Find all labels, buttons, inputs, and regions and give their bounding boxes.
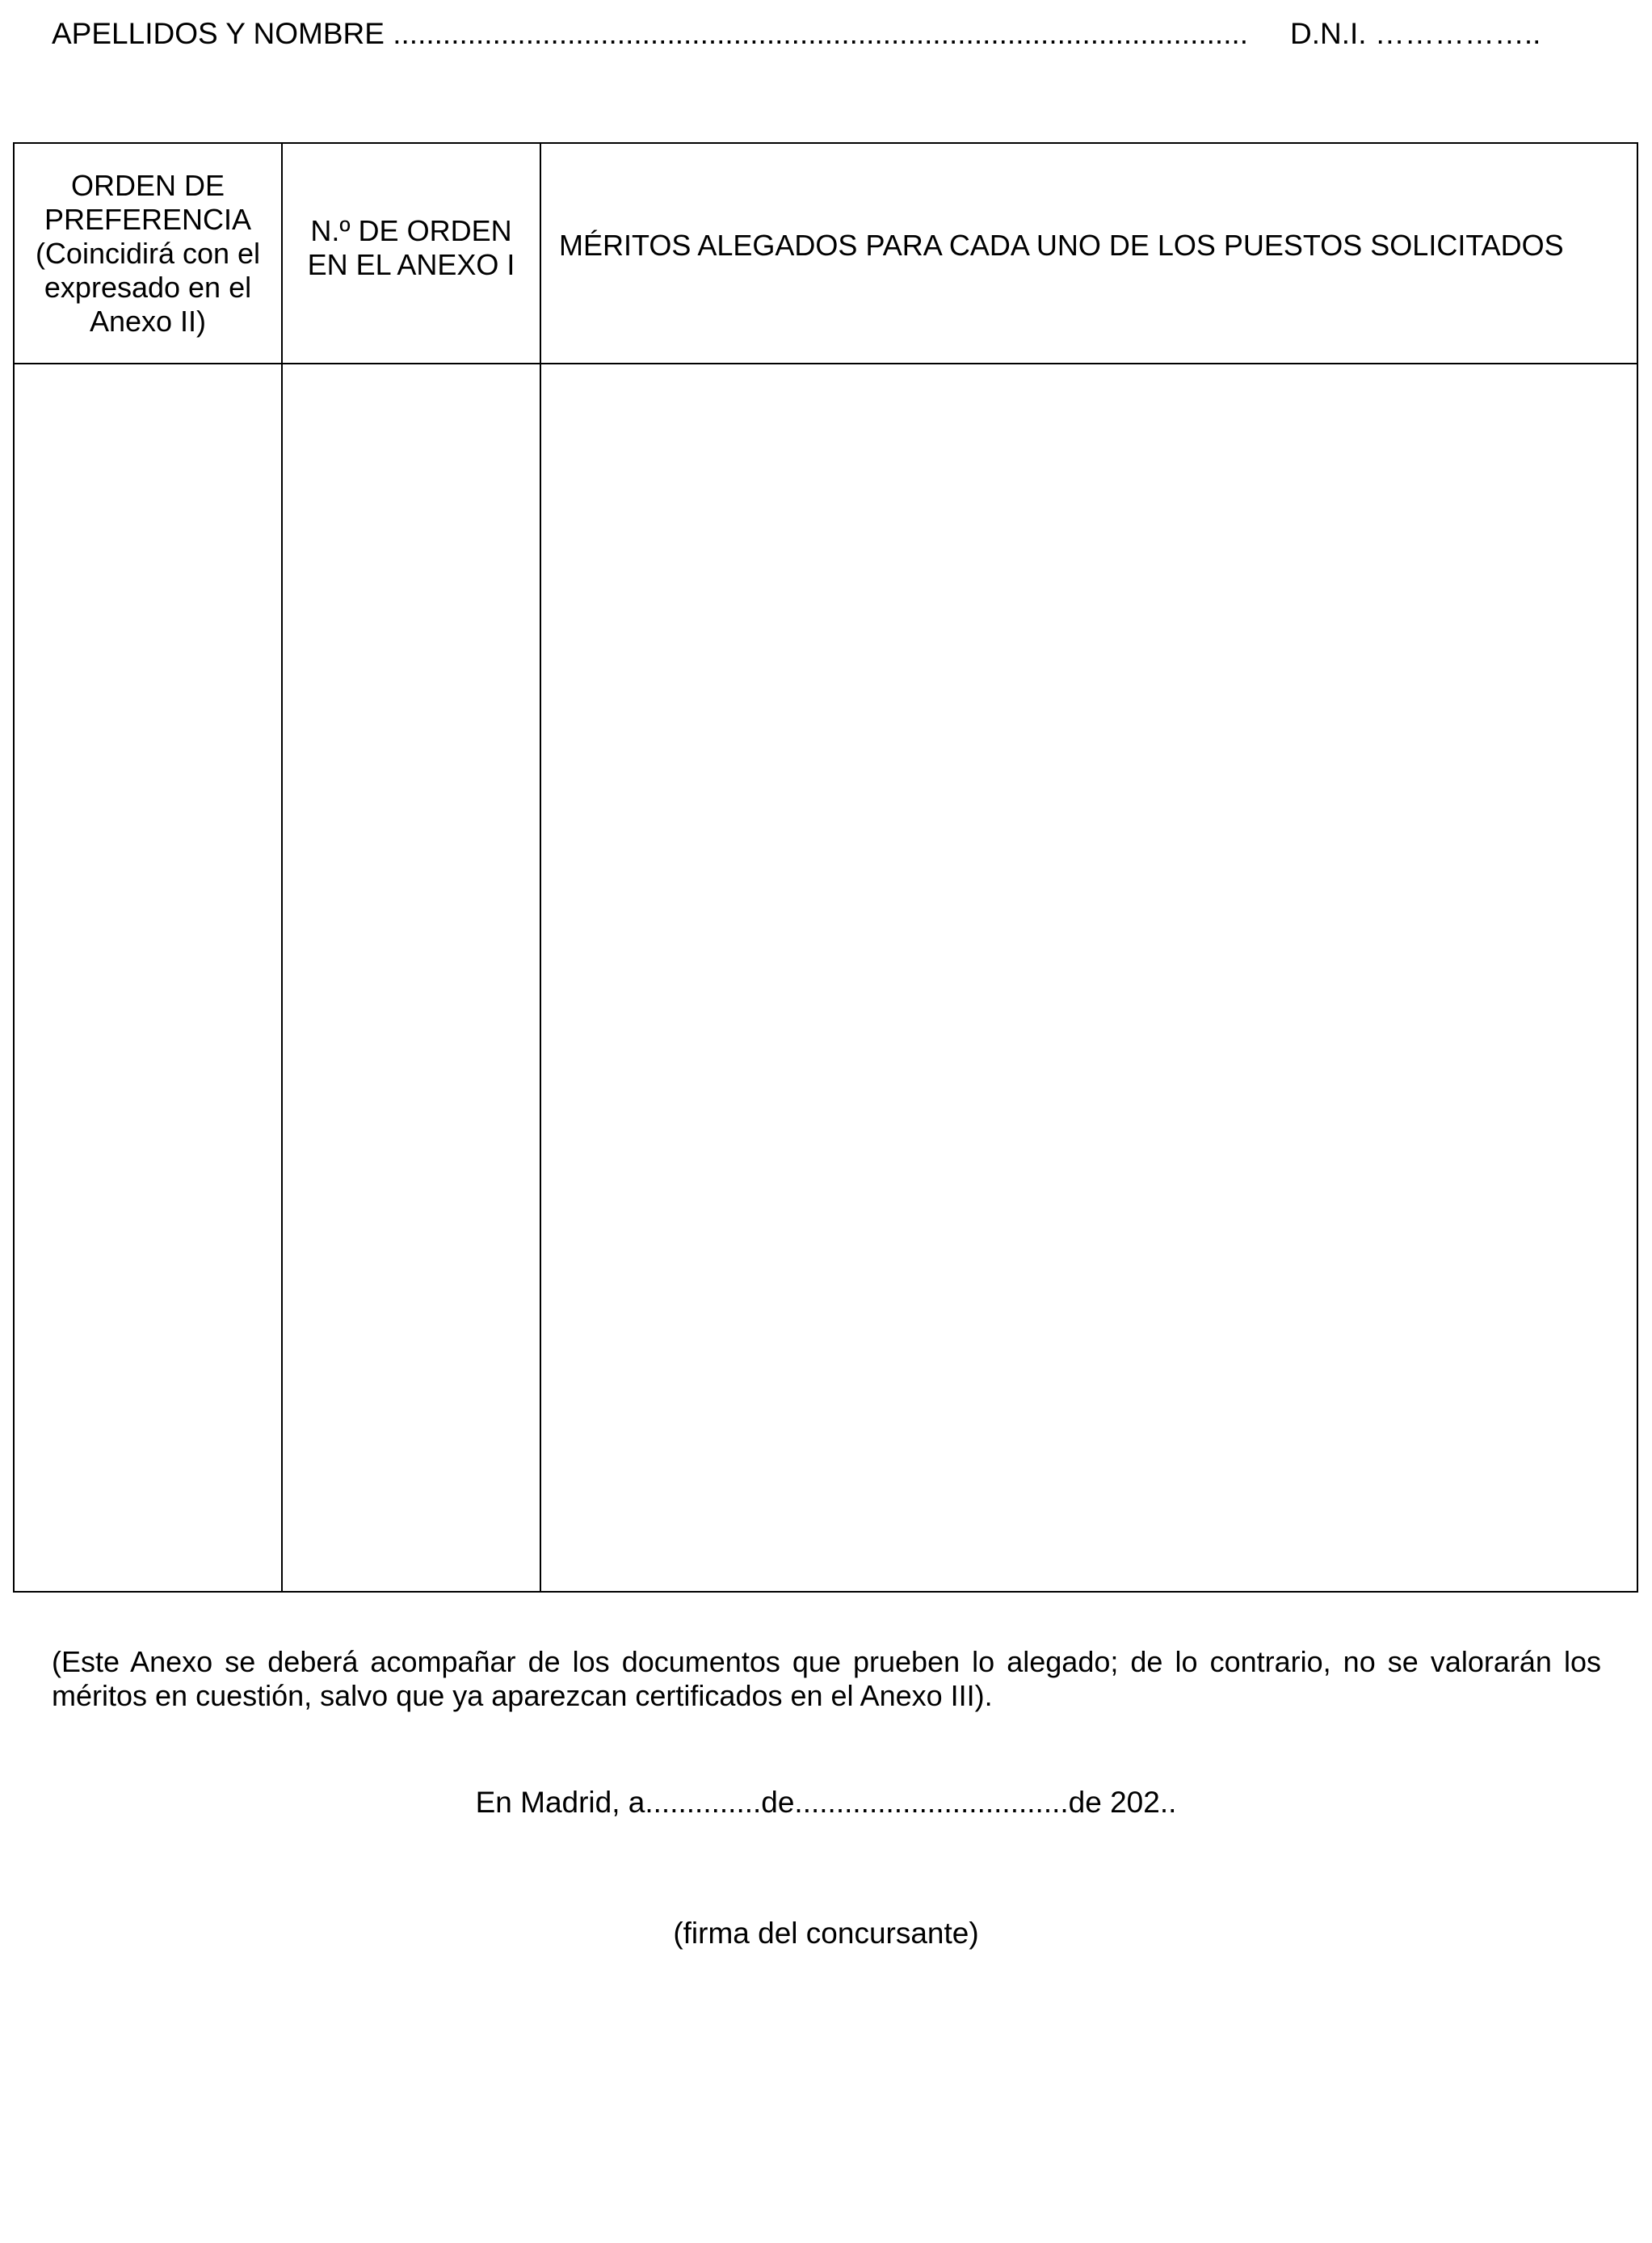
name-field-label: APELLIDOS Y NOMBRE ....................................................................................................... [52, 17, 1249, 50]
merits-cell[interactable] [540, 364, 1637, 1592]
preference-order-cell[interactable] [14, 364, 282, 1592]
applicant-header [52, 13, 1587, 55]
place-date-line: En Madrid, a..............de.................................de 202.. [475, 1786, 1177, 1819]
dni-field-label: D.N.I. …………….. [1290, 17, 1541, 50]
table-header-row [14, 143, 1637, 364]
column-header-annex-order-number: N.º DE ORDEN EN EL ANEXO I [282, 143, 540, 364]
signature-caption: (firma del concursante) [673, 1917, 979, 1950]
merits-table [13, 142, 1638, 1593]
table-row [14, 364, 1637, 1592]
column-header-merits: MÉRITOS ALEGADOS PARA CADA UNO DE LOS PUESTOS SOLICITADOS [540, 143, 1637, 364]
annex-order-number-cell[interactable] [282, 364, 540, 1592]
annex-note: (Este Anexo se deberá acompañar de los documentos que prueben lo alegado; de lo contrario, no se valorarán los méritos en cuestión, salvo que ya aparezcan certificados en el Anexo III). [52, 1645, 1601, 1712]
column-header-preference-order: ORDEN DE PREFERENCIA (Coincidirá con el expresado en el Anexo II) [14, 143, 282, 364]
